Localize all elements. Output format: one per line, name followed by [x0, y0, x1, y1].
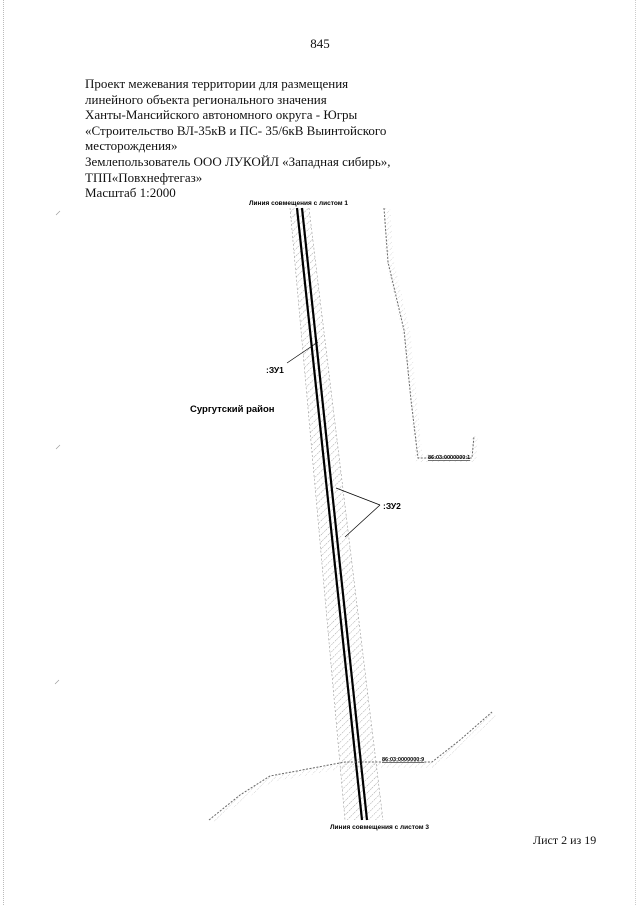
header-line: Ханты-Мансийского автономного округа - Югры	[85, 107, 358, 123]
scan-mark	[56, 445, 60, 449]
cadastral-label-2: 86:03:0000000:9	[382, 757, 425, 763]
parcel-boundary-upper-hatch	[384, 208, 478, 462]
header-line: Землепользователь ООО ЛУКОЙЛ «Западная сибирь»,	[85, 153, 391, 169]
district-label: Сургутский район	[190, 404, 275, 415]
header-line: линейного объекта регионального значения	[85, 91, 327, 107]
page-number: 845	[310, 36, 330, 51]
header-line: месторождения»	[85, 138, 178, 154]
power-line-left	[297, 208, 362, 820]
top-join-label: Линия совмещения с листом 1	[249, 200, 348, 207]
scan-mark	[56, 211, 60, 215]
plot-label-zu2: :ЗУ2	[383, 501, 401, 511]
power-line-right	[302, 208, 367, 820]
header-line: Масштаб 1:2000	[85, 185, 176, 201]
sheet-number: Лист 2 из 19	[533, 833, 597, 847]
plot-label-zu1: :ЗУ1	[266, 365, 284, 375]
bottom-join-label: Линия совмещения с листом 3	[330, 824, 429, 831]
header-line: Проект межевания территории для размещения	[85, 76, 349, 91]
scan-mark	[55, 680, 59, 684]
parcel-boundary-upper	[384, 208, 474, 458]
cadastral-label-1: 86:03:0000000:1	[428, 455, 471, 461]
zu2-leader-b	[345, 505, 380, 537]
corridor-hatch	[290, 208, 383, 820]
header-line: ТПП«Повхнефтегаз»	[85, 169, 203, 185]
header-line: «Строительство ВЛ-35кВ и ПС- 35/6кВ Выинтойского	[85, 122, 387, 138]
